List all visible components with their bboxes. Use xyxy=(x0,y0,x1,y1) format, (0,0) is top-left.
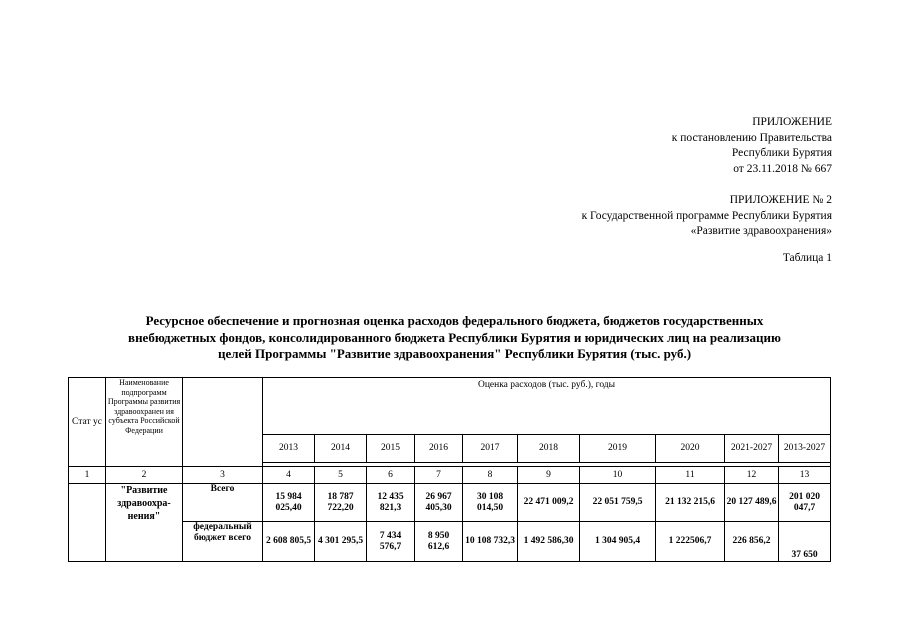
value-cell: 12 435 821,3 xyxy=(367,484,415,522)
header-year: 2021-2027 xyxy=(725,435,779,463)
column-number: 10 xyxy=(580,467,656,484)
header-line: к Государственной программе Республики Бурятия xyxy=(581,209,832,222)
column-number: 13 xyxy=(779,467,831,484)
title-line: целей Программы "Развитие здравоохранения" Республики Бурятия (тыс. руб.) xyxy=(217,346,692,361)
value-cell: 4 301 295,5 xyxy=(315,522,367,562)
header-line: «Развитие здравоохранения» xyxy=(690,225,832,238)
header-year: 2018 xyxy=(518,435,580,463)
value-cell: 37 650 xyxy=(779,522,831,562)
column-number: 1 xyxy=(69,467,106,484)
column-number: 7 xyxy=(415,467,463,484)
header-line: Республики Бурятия xyxy=(731,147,832,160)
header-source-blank xyxy=(183,378,263,467)
header-year: 2013-2027 xyxy=(779,435,831,463)
header-year: 2014 xyxy=(315,435,367,463)
header-year: 2020 xyxy=(656,435,725,463)
value-cell: 10 108 732,3 xyxy=(463,522,518,562)
value-cell: 201 020 047,7 xyxy=(779,484,831,522)
table-row xyxy=(69,484,831,522)
document-title xyxy=(62,313,847,363)
value-cell: 1 492 586,30 xyxy=(518,522,580,562)
value-cell: 30 108 014,50 xyxy=(463,484,518,522)
value-cell: 22 471 009,2 xyxy=(518,484,580,522)
header-estimate: Оценка расходов (тыс. руб.), годы xyxy=(263,378,831,435)
header-year: 2016 xyxy=(415,435,463,463)
column-number: 8 xyxy=(463,467,518,484)
source-federal: федеральный бюджет всего xyxy=(183,522,263,562)
title-line: Ресурсное обеспечение и прогнозная оценка расходов федерального бюджета, бюджетов государственных xyxy=(145,313,764,328)
header-line: от 23.11.2018 № 667 xyxy=(733,162,832,175)
program-name: "Развитие здравоохра-нения" xyxy=(106,484,183,562)
value-cell: 8 950 612,6 xyxy=(415,522,463,562)
header-line: к постановлению Правительства xyxy=(671,131,832,144)
column-number: 12 xyxy=(725,467,779,484)
status-cell xyxy=(69,484,106,562)
source-total: Всего xyxy=(183,484,263,522)
table-label: Таблица 1 xyxy=(782,252,832,264)
value-cell: 20 127 489,6 xyxy=(725,484,779,522)
column-number: 4 xyxy=(263,467,315,484)
column-number: 5 xyxy=(315,467,367,484)
header-year: 2017 xyxy=(463,435,518,463)
header-line: ПРИЛОЖЕНИЕ xyxy=(752,116,832,128)
column-number: 2 xyxy=(106,467,183,484)
appendix-2-header xyxy=(582,193,832,240)
appendix-header xyxy=(672,115,832,177)
header-year: 2019 xyxy=(580,435,656,463)
title-line: внебюджетных фондов, консолидированного бюджета Республики Бурятия и юридических лиц на реализацию xyxy=(128,329,781,345)
header-status: Стат ус xyxy=(69,378,106,467)
value-cell: 26 967 405,30 xyxy=(415,484,463,522)
header-line: ПРИЛОЖЕНИЕ № 2 xyxy=(729,194,832,206)
resource-table xyxy=(68,377,831,562)
table-row xyxy=(69,522,831,562)
value-cell: 1 304 905,4 xyxy=(580,522,656,562)
header-subprogram-name: Наименование подпрограмм Программы развития здравоохранен ия субъекта Российской Федерации xyxy=(106,378,183,467)
value-cell: 2 608 805,5 xyxy=(263,522,315,562)
column-number: 11 xyxy=(656,467,725,484)
value-cell: 7 434 576,7 xyxy=(367,522,415,562)
value-cell: 22 051 759,5 xyxy=(580,484,656,522)
value-cell: 18 787 722,20 xyxy=(315,484,367,522)
column-number: 3 xyxy=(183,467,263,484)
value-cell: 1 222506,7 xyxy=(656,522,725,562)
value-cell: 15 984 025,40 xyxy=(263,484,315,522)
column-number: 6 xyxy=(367,467,415,484)
column-number: 9 xyxy=(518,467,580,484)
value-cell: 226 856,2 xyxy=(725,522,779,562)
header-year: 2013 xyxy=(263,435,315,463)
value-cell: 21 132 215,6 xyxy=(656,484,725,522)
header-year: 2015 xyxy=(367,435,415,463)
